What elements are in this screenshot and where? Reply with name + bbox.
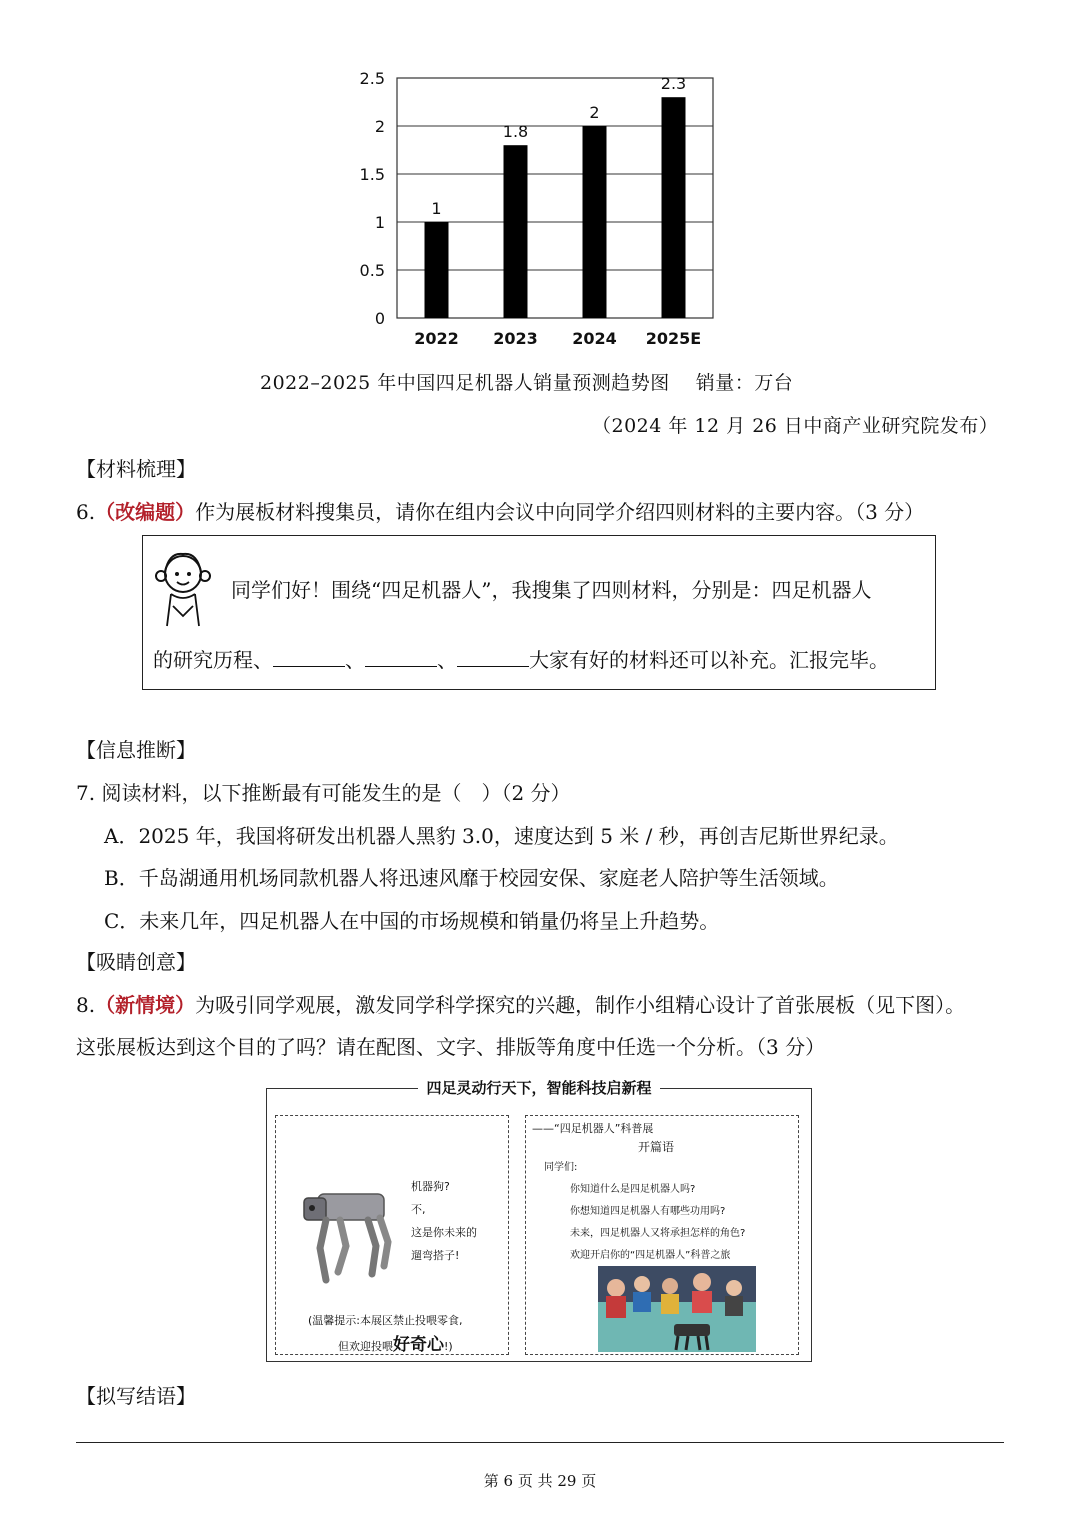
blank-2[interactable] — [365, 648, 437, 667]
poster-left-line-3: 这是你未来的 — [411, 1226, 477, 1239]
poster-greeting: 同学们: — [544, 1162, 578, 1173]
poster-left-line-4: 遛弯搭子! — [411, 1249, 460, 1262]
y-tick-label: 0.5 — [359, 261, 385, 280]
q8-text-2: 这张展板达到这个目的了吗？请在配图、文字、排版等角度中任选一个分析。（3 分） — [76, 1035, 826, 1059]
poster-tip-line-1: (温馨提示:本展区禁止投喂零食, — [308, 1314, 463, 1327]
x-tick-label: 2023 — [493, 329, 538, 348]
section-inference: 【信息推断】 — [76, 738, 196, 762]
answer-box — [142, 535, 936, 690]
section-creative: 【吸睛创意】 — [76, 950, 196, 974]
poster-right-line-3: 未来，四足机器人又将承担怎样的角色? — [570, 1228, 746, 1239]
poster-tip-line-2: 但欢迎投喂好奇心!) — [338, 1335, 453, 1355]
q7-option-b[interactable]: B．千岛湖通用机场同款机器人将迅速风靡于校园安保、家庭老人陪护等生活领域。 — [104, 866, 839, 890]
x-tick-label: 2024 — [572, 329, 617, 348]
bar — [583, 126, 607, 318]
question-7: 7. 阅读材料，以下推断最有可能发生的是（ ）（2 分） — [76, 781, 571, 805]
section-conclusion: 【拟写结语】 — [76, 1384, 196, 1408]
section-material: 【材料梳理】 — [76, 457, 196, 481]
q7-option-a[interactable]: A．2025 年，我国将研发出机器人黑豹 3.0，速度达到 5 米 / 秒，再创吉尼斯世界纪录。 — [104, 824, 899, 848]
bar — [662, 97, 686, 318]
y-tick-label: 1 — [374, 213, 385, 232]
y-tick-label: 2 — [374, 117, 385, 136]
poster-right-heading: ——“四足机器人”科普展 — [532, 1122, 654, 1135]
answer-line-2: 的研究历程、 、 、 大家有好的材料还可以补充。汇报完毕。 — [153, 648, 889, 672]
question-6 — [76, 496, 924, 525]
q7-option-c[interactable]: C．未来几年，四足机器人在中国的市场规模和销量仍将呈上升趋势。 — [104, 909, 720, 933]
poster-left-line-2: 不, — [411, 1203, 426, 1216]
girl-avatar-icon — [151, 544, 215, 630]
chart-source: （2024 年 12 月 26 日中商产业研究院发布） — [592, 415, 999, 437]
q6-number: 6. — [76, 500, 96, 524]
x-tick-label: 2025E — [645, 329, 702, 348]
question-8 — [76, 989, 965, 1018]
bar — [425, 222, 449, 318]
footer-divider — [76, 1442, 1004, 1443]
poster-right-panel — [525, 1115, 799, 1355]
blank-1[interactable] — [273, 648, 345, 667]
poster-right-line-1: 你知道什么是四足机器人吗? — [570, 1184, 696, 1195]
poster-right-line-2: 你想知道四足机器人有哪些功用吗? — [570, 1206, 726, 1217]
q6-text: 作为展板材料搜集员，请你在组内会议中向同学介绍四则材料的主要内容。（3 分） — [195, 500, 925, 524]
children-photo — [598, 1266, 756, 1352]
q6-tag: （改编题） — [95, 500, 196, 524]
poster-right-subheading: 开篇语 — [638, 1140, 675, 1154]
blank-3[interactable] — [457, 648, 529, 667]
data-label: 2 — [589, 103, 600, 122]
y-tick-label: 1.5 — [359, 165, 385, 184]
answer-line-1: 同学们好！围绕“四足机器人”，我搜集了四则材料，分别是：四足机器人 — [231, 578, 872, 602]
poster-title: 四足灵动行天下，智能科技启新程 — [418, 1079, 659, 1097]
y-tick-label: 0 — [374, 309, 385, 328]
robot-dog-icon — [296, 1176, 396, 1286]
bar — [504, 145, 528, 318]
poster-left-panel — [275, 1115, 509, 1355]
chart-caption: 2022–2025 年中国四足机器人销量预测趋势图 销量：万台 — [260, 372, 794, 394]
exhibition-poster — [266, 1079, 812, 1362]
q8-text-1: 为吸引同学观展，激发同学科学探究的兴趣，制作小组精心设计了首张展板（见下图）。 — [195, 993, 966, 1017]
q8-tag: （新情境） — [95, 993, 196, 1017]
page-number: 第 6 页 共 29 页 — [483, 1472, 597, 1490]
q8-number: 8. — [76, 993, 96, 1017]
poster-left-line-1: 机器狗? — [411, 1180, 450, 1193]
y-tick-label: 2.5 — [359, 69, 385, 88]
data-label: 2.3 — [660, 74, 687, 94]
sales-bar-chart — [340, 60, 740, 360]
data-label: 1.8 — [502, 122, 529, 142]
poster-right-line-4: 欢迎开启你的“四足机器人”科普之旅 — [570, 1250, 731, 1261]
x-tick-label: 2022 — [414, 329, 459, 348]
data-label: 1 — [431, 199, 442, 218]
